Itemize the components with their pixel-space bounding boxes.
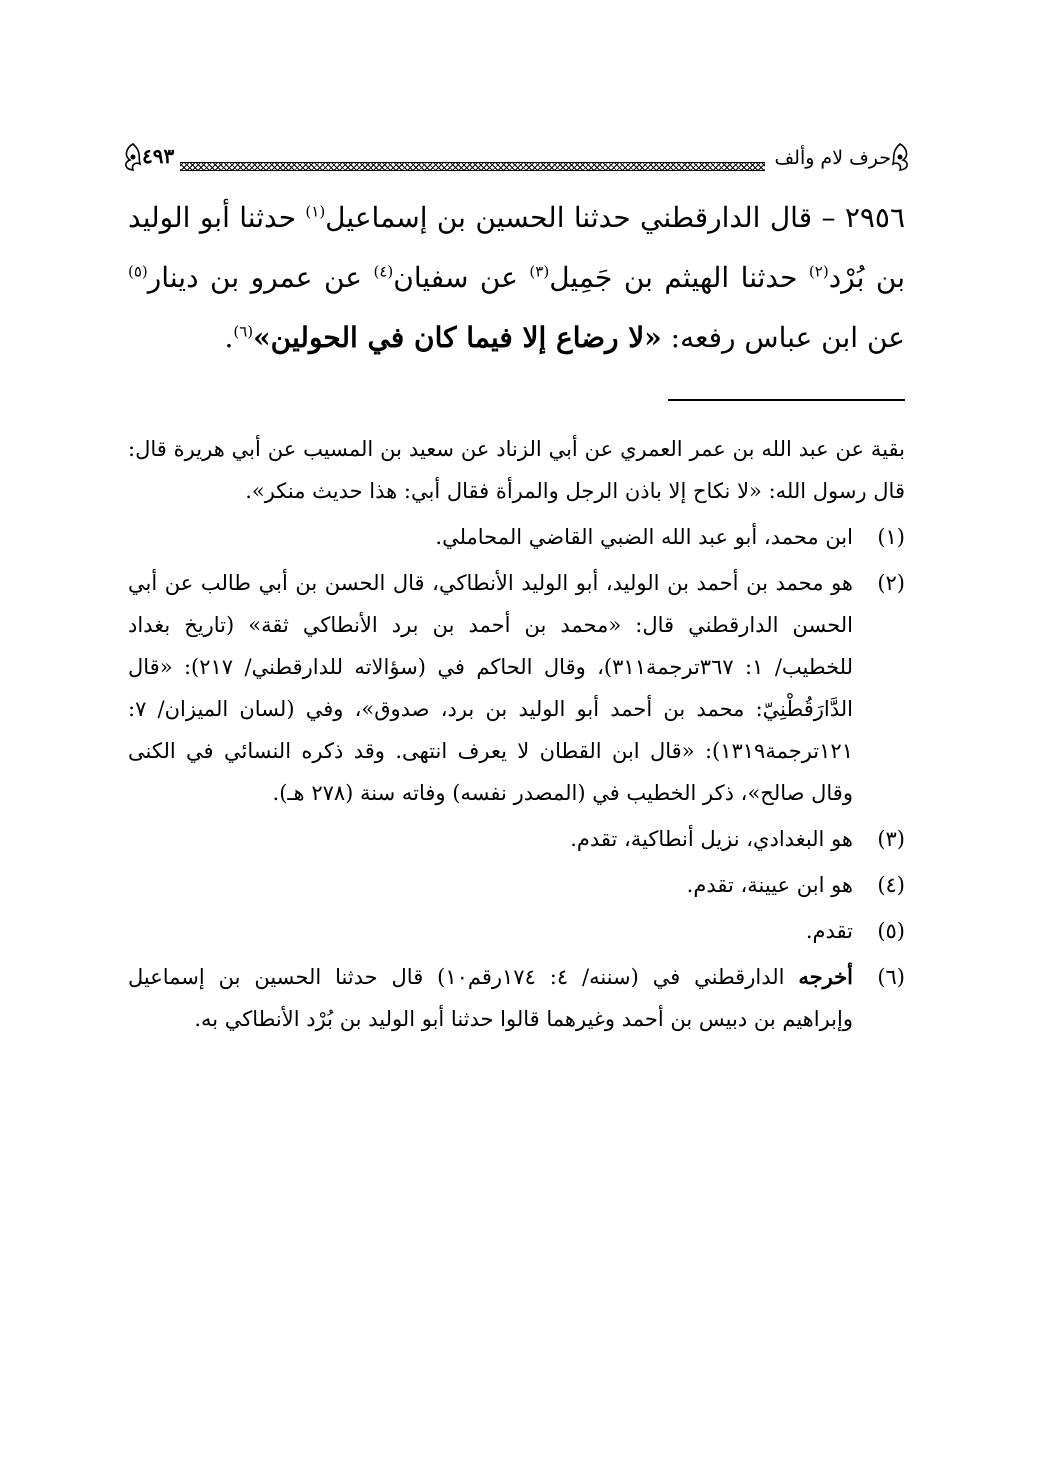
footnote-text: هو ابن عيينة، تقدم. (686, 873, 853, 897)
footnote-rest: الدارقطني في (سننه/ ٤: ١٧٤رقم١٠) قال حدثنا الحسين بن إسماعيل وإبراهيم بن دبيس بن أحمد وغيرهما قالوا حدثنا أبو الوليد بن بُرْد الأنطاكي به. (128, 965, 853, 1031)
footnote-number: (٣) (877, 827, 905, 851)
footnote-item (128, 516, 905, 558)
floral-ornament-icon (120, 142, 146, 172)
footnote-separator (668, 399, 905, 401)
header-rule (180, 162, 765, 171)
footnote-ref: (٥) (128, 262, 148, 281)
footnote-number: (٦) (877, 965, 905, 989)
hadith-text (128, 188, 905, 368)
footnote-item (128, 956, 905, 1040)
footnote-item (128, 562, 905, 814)
footnote-number: (٢) (877, 571, 905, 595)
footnote-text: تقدم. (805, 919, 853, 943)
hadith-end: . (224, 321, 234, 354)
hadith-segment: عن عمرو بن دينار (147, 261, 374, 294)
page-number: ٤٩٣ (142, 144, 175, 168)
footnote-number: (٥) (877, 919, 905, 943)
footnote-lead: أخرجه (798, 964, 853, 989)
hadith-segment: حدثنا أبو الوليد بن بُرْد (128, 201, 906, 294)
chapter-title: حرف لام وألف (774, 147, 891, 169)
footnote-text: هو البغدادي، نزيل أنطاكية، تقدم. (570, 827, 853, 851)
hadith-segment: حدثنا الهيثم بن جَمِيل (549, 261, 809, 294)
footnote-ref: (٤) (373, 262, 394, 281)
footnote-ref: (٣) (529, 262, 550, 281)
footnote-ref: (٦) (233, 322, 254, 341)
footnote-text (128, 965, 853, 1031)
running-header (128, 136, 905, 176)
footnote-item (128, 910, 905, 952)
hadith-quote: «لا رضاع إلا فيما كان في الحولين» (253, 321, 662, 354)
hadith-segment: عن ابن عباس رفعه: (661, 321, 905, 354)
footnote-number: (١) (877, 525, 905, 549)
footnote-item (128, 864, 905, 906)
footnotes (128, 428, 905, 1040)
hadith-segment: عن سفيان (393, 261, 530, 294)
footnote-text: ابن محمد، أبو عبد الله الضبي القاضي المحاملي. (435, 525, 853, 549)
footnote-continuation: بقية عن عبد الله بن عمر العمري عن أبي الزناد عن سعيد بن المسيب عن أبي هريرة قال: قال رسول الله: «لا نكاح إلا باذن الرجل والمرأة فقال أبي: هذا حديث منكر». (128, 437, 905, 503)
footnote-number: (٤) (877, 873, 905, 897)
hadith-segment: ٢٩٥٦ – قال الدارقطني حدثنا الحسين بن إسماعيل (325, 201, 905, 234)
footnote-item (128, 818, 905, 860)
footnote-ref: (٢) (808, 262, 829, 281)
footnote-text: هو محمد بن أحمد بن الوليد، أبو الوليد الأنطاكي، قال الحسن بن أبي طالب عن أبي الحسن الدارقطني قال: «محمد بن أحمد بن برد الأنطاكي ثقة» (تاريخ بغداد للخطيب/ ١: ٣٦٧ترجمة٣١١)، وقال الحاكم في (سؤالاته للدارقطني/ ٢١٧): «قال الدَّارَقُطْنِيّ: محمد بن أحمد أبو الوليد بن برد، صدوق»، وفي (لسان الميزان/ ٧: ١٢١ترجمة١٣١٩): «قال ابن القطان لا يعرف انتهى. وقد ذكره النسائي في الكنى وقال صالح»، ذكر الخطيب في (المصدر نفسه) وفاته سنة (٢٧٨ هـ). (128, 571, 853, 805)
footnote-ref: (١) (305, 202, 326, 221)
